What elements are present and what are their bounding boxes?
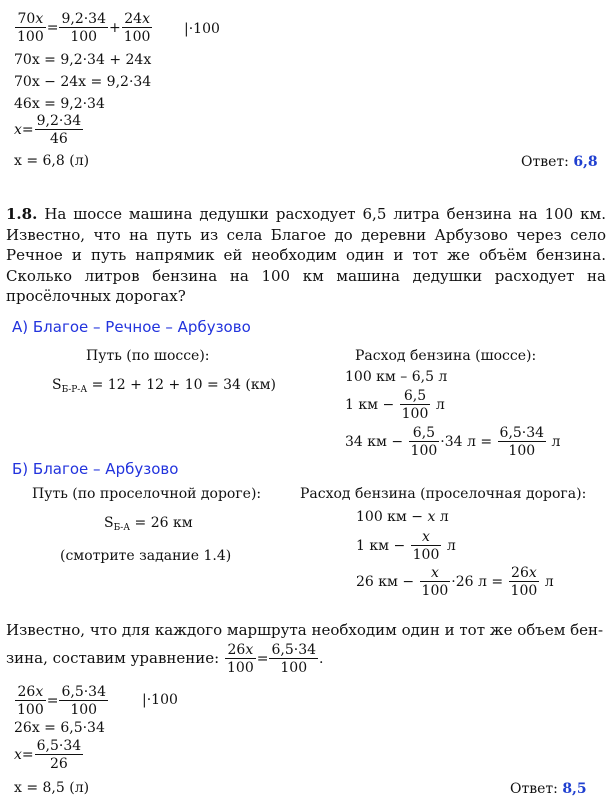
answer-label: Ответ: (510, 781, 558, 797)
top-multiplier: |·100 (184, 21, 220, 37)
section-b-rate-2: 1 км − $\frac{x}{100}$ л (356, 529, 456, 563)
section-b-note: (смотрите задание 1.4) (60, 548, 232, 564)
section-b-path: $S_{Б-А} = 26$ км (104, 515, 193, 533)
answer-label: Ответ: (521, 154, 569, 170)
path-expression: = 12 + 12 + 10 = 34 (км) (87, 377, 276, 393)
problem-statement (6, 204, 606, 307)
bottom-answer (510, 781, 587, 797)
section-a-right-header: Расход бензина (шоссе): (355, 348, 537, 364)
bottom-equation-3: x= $\frac{6,5\cdot 34}{26}$ (14, 738, 82, 772)
answer-value: 6,8 (573, 154, 598, 170)
section-b-title: Б) Благое – Арбузово (12, 460, 179, 478)
path-expression: = 26 км (130, 515, 193, 531)
conclusion-line-2-text: зина, составим уравнение: (6, 649, 220, 667)
section-a-title: А) Благое – Речное – Арбузово (12, 318, 251, 336)
conclusion-line-1: Известно, что для каждого маршрута необходим один и тот же объем бен- (6, 621, 604, 639)
path-subscript: Б-А (113, 523, 131, 533)
section-a-rate-1: 100 км – 6,5 л (345, 369, 448, 385)
section-a-rate-3: 34 км − $\frac{6,5}{100}$ ·34 л = $\frac{6,5\cdot 34}{100}$ л (345, 425, 561, 459)
bottom-equation-1: $\frac{26x}{100}$ = $\frac{6,5\cdot 34}{100}$ (17, 684, 106, 718)
bottom-equation-4: x = 8,5 (л) (14, 780, 90, 796)
problem-text: На шоссе машина дедушки расходует 6,5 литра бензина на 100 км. Известно, что на путь из села Благое до деревни Арбузово через село Речное и путь напрямик ей необходим один и тот же объём бензина. Сколько литров бензина на 100 км машина дедушки расходует на просёлочных дорогах? (6, 205, 606, 305)
section-a-left-header: Путь (по шоссе): (86, 348, 210, 364)
path-subscript: Б-Р-А (61, 385, 88, 395)
top-equation-5: x= $\frac{9,2\cdot 34}{46}$ (14, 113, 82, 147)
section-a-rate-2: 1 км − $\frac{6,5}{100}$ л (345, 388, 445, 422)
top-answer (521, 154, 598, 170)
section-a-path: $S_{Б-Р-А} = 12 + 12 + 10 = 34$ (км) (52, 377, 276, 395)
bottom-multiplier: |·100 (142, 692, 178, 708)
top-equation-4: 46x = 9,2·34 (14, 96, 105, 112)
conclusion-line-2 (6, 643, 606, 675)
conclusion-paragraph (6, 618, 606, 675)
section-b-left-header: Путь (по проселочной дороге): (32, 486, 262, 502)
problem-number: 1.8. (6, 205, 38, 223)
top-equation-6: x = 6,8 (л) (14, 153, 90, 169)
top-equation-3: 70x − 24x = 9,2·34 (14, 74, 152, 90)
top-equation-2: 70x = 9,2·34 + 24x (14, 52, 152, 68)
answer-value: 8,5 (562, 781, 587, 797)
section-b-right-header: Расход бензина (проселочная дорога): (300, 486, 587, 502)
section-b-rate-1: 100 км − x л (356, 509, 449, 525)
bottom-equation-2: 26x = 6,5·34 (14, 720, 105, 736)
top-equation-1: $\frac{70x}{100}$ = $\frac{9,2\cdot 34}{100}$ + $\frac{24x}{100}$ (17, 11, 151, 45)
section-b-rate-3: 26 км − $\frac{x}{100}$ ·26 л = $\frac{26x}{100}$ л (356, 565, 554, 599)
conclusion-equation: $\frac{26x}{100}$ = $\frac{6,5\cdot 34}{100}$ . (227, 642, 324, 676)
